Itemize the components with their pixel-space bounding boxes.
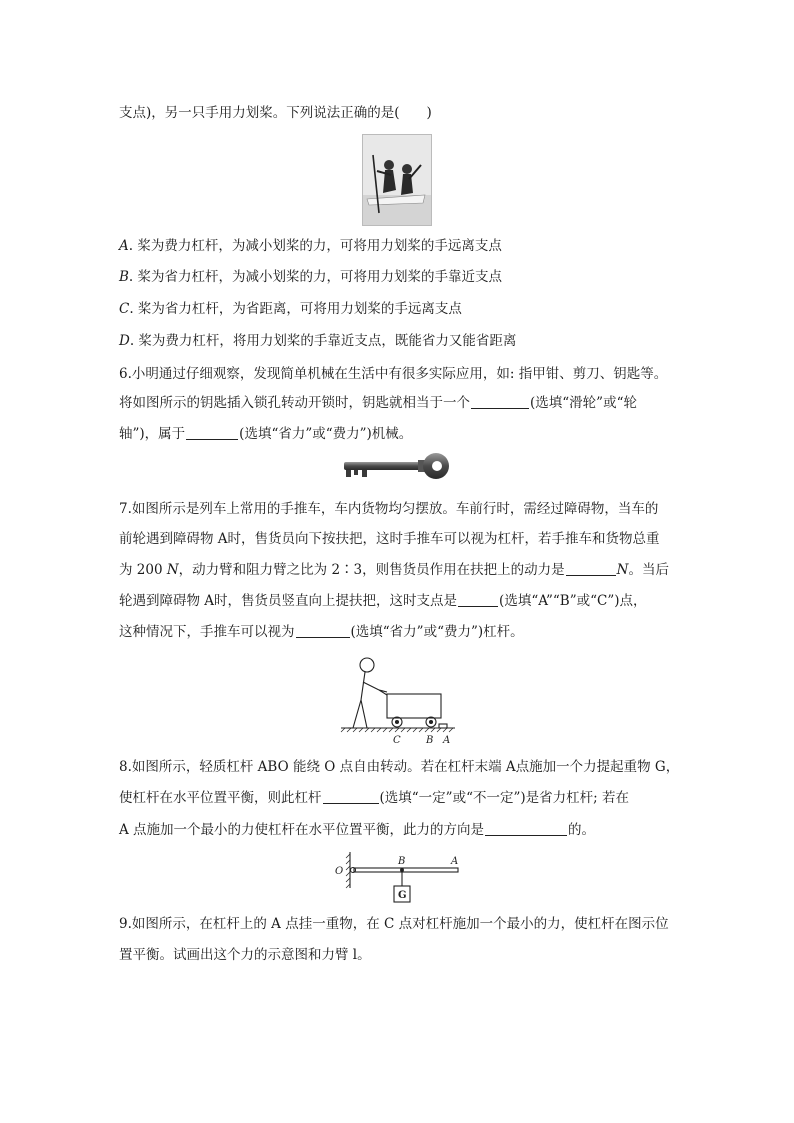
q9-line-2: 置平衡。试画出这个力的示意图和力臂 l。 xyxy=(119,947,371,963)
q6-line-3 xyxy=(119,424,412,444)
key-icon xyxy=(340,450,452,484)
trolley-body xyxy=(387,694,441,718)
q8-line-3-b: 的。 xyxy=(568,822,596,838)
q7-unit-n: N xyxy=(166,562,179,578)
q7-line-3 xyxy=(119,560,669,580)
q6-line-3-a: 轴”)，属于 xyxy=(119,426,186,442)
q5-stem-tail: 支点)，另一只手用力划桨。下列说法正确的是( ) xyxy=(119,105,432,121)
option-text: . 桨为费力杠杆，为减小划桨的力，可将用力划桨的手远离支点 xyxy=(128,238,502,254)
q7-line-4 xyxy=(119,591,647,611)
q5-option-a xyxy=(119,236,502,256)
q8-line-3-a: A 点施加一个最小的力使杠杆在水平位置平衡，此力的方向是 xyxy=(119,822,485,838)
trolley-figure xyxy=(335,652,460,747)
q7-line-2: 前轮遇到障碍物 A时，售货员向下按扶把，这时手推车可以视为杠杆，若手推车和货物总重 xyxy=(119,531,660,547)
q7-line-3-c: 。当后 xyxy=(628,562,669,578)
q6-line-2-b: (选填“滑轮”或“轮 xyxy=(530,395,637,411)
answer-blank[interactable] xyxy=(485,821,567,836)
lever-bar xyxy=(354,868,458,872)
answer-blank[interactable] xyxy=(323,789,379,804)
option-text: . 桨为省力杠杆，为省距离，可将用力划桨的手远离支点 xyxy=(129,301,462,317)
obstacle-a xyxy=(439,724,447,728)
answer-blank[interactable] xyxy=(458,592,498,607)
q8-line-2-a: 使杠杆在水平位置平衡，则此杠杆 xyxy=(119,790,322,806)
lever-figure xyxy=(332,850,464,906)
q6-line-2 xyxy=(119,393,637,413)
q7-line-5 xyxy=(119,622,524,642)
q7-line-1: 7.如图所示是列车上常用的手推车，车内货物均匀摆放。车前行时，需经过障碍物，当车的 xyxy=(119,501,659,517)
q9-line-1: 9.如图所示，在杠杆上的 A 点挂一重物，在 C 点对杠杆施加一个最小的力，使杠杆在图示位 xyxy=(119,916,669,932)
answer-blank[interactable] xyxy=(471,394,529,409)
option-letter: D xyxy=(119,333,130,349)
answer-blank[interactable] xyxy=(566,561,616,576)
canoe-photo xyxy=(362,134,432,226)
q6-line-3-b: (选填“省力”或“费力”)机械。 xyxy=(239,426,413,442)
option-text: . 桨为省力杠杆，为减小划桨的力，可将用力划桨的手靠近支点 xyxy=(128,269,503,285)
q5-option-c xyxy=(119,299,462,319)
label-b: B xyxy=(398,856,406,867)
q8-line-2-b: (选填“一定”或“不一定”)是省力杠杆; 若在 xyxy=(379,790,629,806)
q6-line-2-a: 将如图所示的钥匙插入锁孔转动开锁时，钥匙就相当于一个 xyxy=(119,395,470,411)
option-letter: A xyxy=(119,238,129,254)
q5-option-b xyxy=(119,267,502,287)
q7-line-5-b: (选填“省力”或“费力”)杠杆。 xyxy=(350,624,524,640)
q7-line-4-b: (选填“A”“B”或“C”)点， xyxy=(499,593,647,609)
label-a: A xyxy=(443,735,451,746)
q6-line-1: 6.小明通过仔细观察，发现简单机械在生活中有很多实际应用，如: 指甲钳、剪刀、钥匙等。 xyxy=(119,366,668,382)
q7-line-3-b: ，动力臂和阻力臂之比为 2∶3，则售货员作用在扶把上的动力是 xyxy=(178,562,565,578)
q8-line-3 xyxy=(119,820,595,840)
person-head xyxy=(360,658,374,672)
label-c: C xyxy=(393,735,401,746)
q5-option-d xyxy=(119,331,516,351)
q8-line-1: 8.如图所示，轻质杠杆 ABO 能绕 O 点自由转动。若在杠杆末端 A点施加一个力提起重物 G， xyxy=(119,759,680,775)
label-b: B xyxy=(426,735,434,746)
option-letter: B xyxy=(119,269,129,285)
option-text: . 桨为费力杠杆，将用力划桨的手靠近支点，既能省力又能省距离 xyxy=(129,333,517,349)
label-a: A xyxy=(451,856,459,867)
q7-line-5-a: 这种情况下，手推车可以视为 xyxy=(119,624,295,640)
q7-line-3-a: 为 200 xyxy=(119,562,167,578)
option-letter: C xyxy=(119,301,130,317)
q7-line-4-a: 轮遇到障碍物 A时，售货员竖直向上提扶把，这时支点是 xyxy=(119,593,458,609)
q8-line-2 xyxy=(119,788,629,808)
answer-blank[interactable] xyxy=(296,623,350,638)
label-o: O xyxy=(335,866,344,877)
label-g: G xyxy=(398,890,407,901)
answer-blank[interactable] xyxy=(186,425,238,440)
q7-unit-n-2: N xyxy=(616,562,629,578)
